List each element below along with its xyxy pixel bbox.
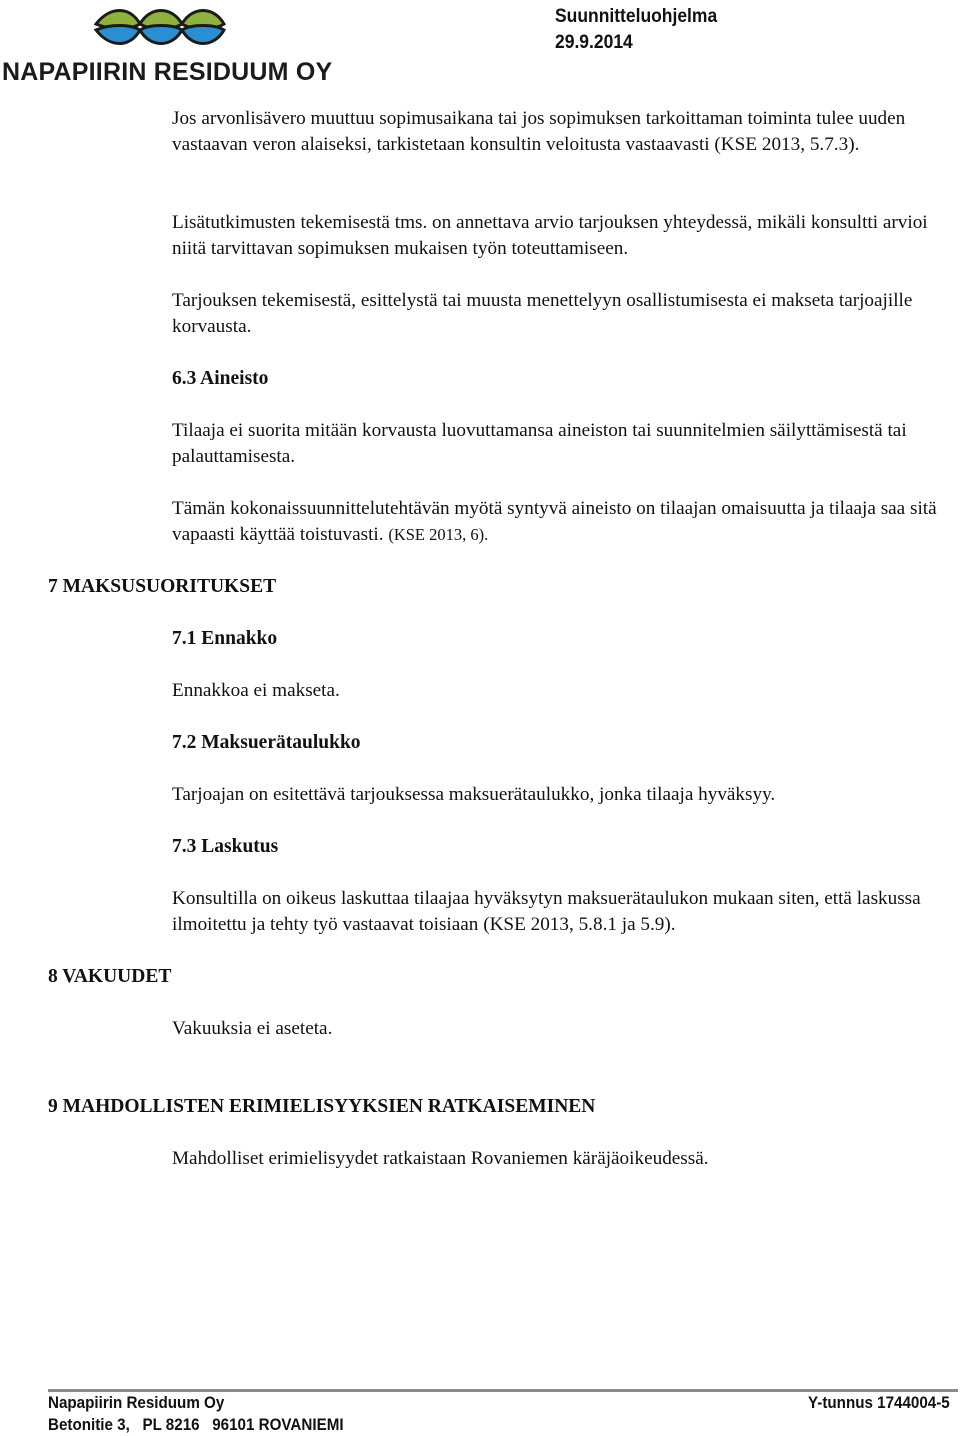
paragraph-payment-table: Tarjoajan on esitettävä tarjouksessa maksuerätaulukko, jonka tilaaja hyväksyy. <box>172 784 776 805</box>
paragraph-material-2-reference: (KSE 2013, 6). <box>388 525 489 544</box>
logo-waves-icon <box>0 0 330 60</box>
heading-8: 8 VAKUUDET <box>48 966 172 987</box>
paragraph-disputes: Mahdolliset erimielisyydet ratkaistaan Rovaniemen käräjäoikeudessä. <box>172 1148 709 1169</box>
paragraph-material-2 <box>172 496 957 548</box>
paragraph-guarantees: Vakuuksia ei aseteta. <box>172 1018 333 1039</box>
heading-7-2: 7.2 Maksuerätaulukko <box>172 732 361 753</box>
footer-address-text: Betonitie 3, PL 8216 96101 ROVANIEMI <box>48 1416 344 1434</box>
paragraph-invoicing: Konsultilla on oikeus laskuttaa tilaajaa hyväksytyn maksuerätaulukon mukaan siten, että laskussa ilmoitettu ja tehty työ vastaavat toisiaan (KSE 2013, 5.8.1 ja 5.9). <box>172 888 921 935</box>
footer-business-id <box>808 1392 960 1414</box>
paragraph-material-1: Tilaaja ei suorita mitään korvausta luovuttamansa aineiston tai suunnitelmien säilyttämisestä tai palauttamisesta. <box>172 420 907 467</box>
heading-7-3: 7.3 Laskutus <box>172 836 279 857</box>
footer-company-name: Napapiirin Residuum Oy <box>48 1394 225 1412</box>
paragraph-vat: Jos arvonlisävero muuttuu sopimusaikana tai jos sopimuksen tarkoittaman toiminta tulee uuden vastaavan veron alaiseksi, tarkistetaan konsultin veloitusta vastaavasti (KSE 2013, 5.7.3). <box>172 108 906 155</box>
heading-6-3: 6.3 Aineisto <box>172 368 269 389</box>
paragraph-offer-compensation: Tarjouksen tekemisestä, esittelystä tai muusta menettelyyn osallistumisesta ei makseta tarjoajille korvausta. <box>172 290 913 337</box>
paragraph-advance: Ennakkoa ei makseta. <box>172 680 340 701</box>
heading-9: 9 MAHDOLLISTEN ERIMIELISYYKSIEN RATKAISEMINEN <box>48 1096 596 1117</box>
paragraph-material-2-text: Tämän kokonaissuunnittelutehtävän myötä syntyvä aineisto on tilaajan omaisuutta ja tilaaja saa sitä vapaasti käyttää toistuvasti. <box>172 498 937 545</box>
document-header <box>555 4 731 56</box>
company-logo <box>0 0 333 90</box>
heading-7-1: 7.1 Ennakko <box>172 628 278 649</box>
document-title: Suunnitteluohjelma <box>555 6 718 27</box>
heading-7: 7 MAKSUSUORITUKSET <box>48 576 277 597</box>
paragraph-additional-studies: Lisätutkimusten tekemisestä tms. on annettava arvio tarjouksen yhteydessä, mikäli konsultti arvioi niitä tarvittavan sopimuksen mukaisen työn toteuttamiseen. <box>172 212 928 259</box>
footer-company <box>48 1392 240 1414</box>
document-date: 29.9.2014 <box>555 32 633 53</box>
footer-business-id-text: Y-tunnus 1744004-5 <box>808 1394 950 1412</box>
logo-wordmark: NAPAPIIRIN RESIDUUM OY <box>2 58 333 86</box>
footer-address <box>48 1414 369 1436</box>
